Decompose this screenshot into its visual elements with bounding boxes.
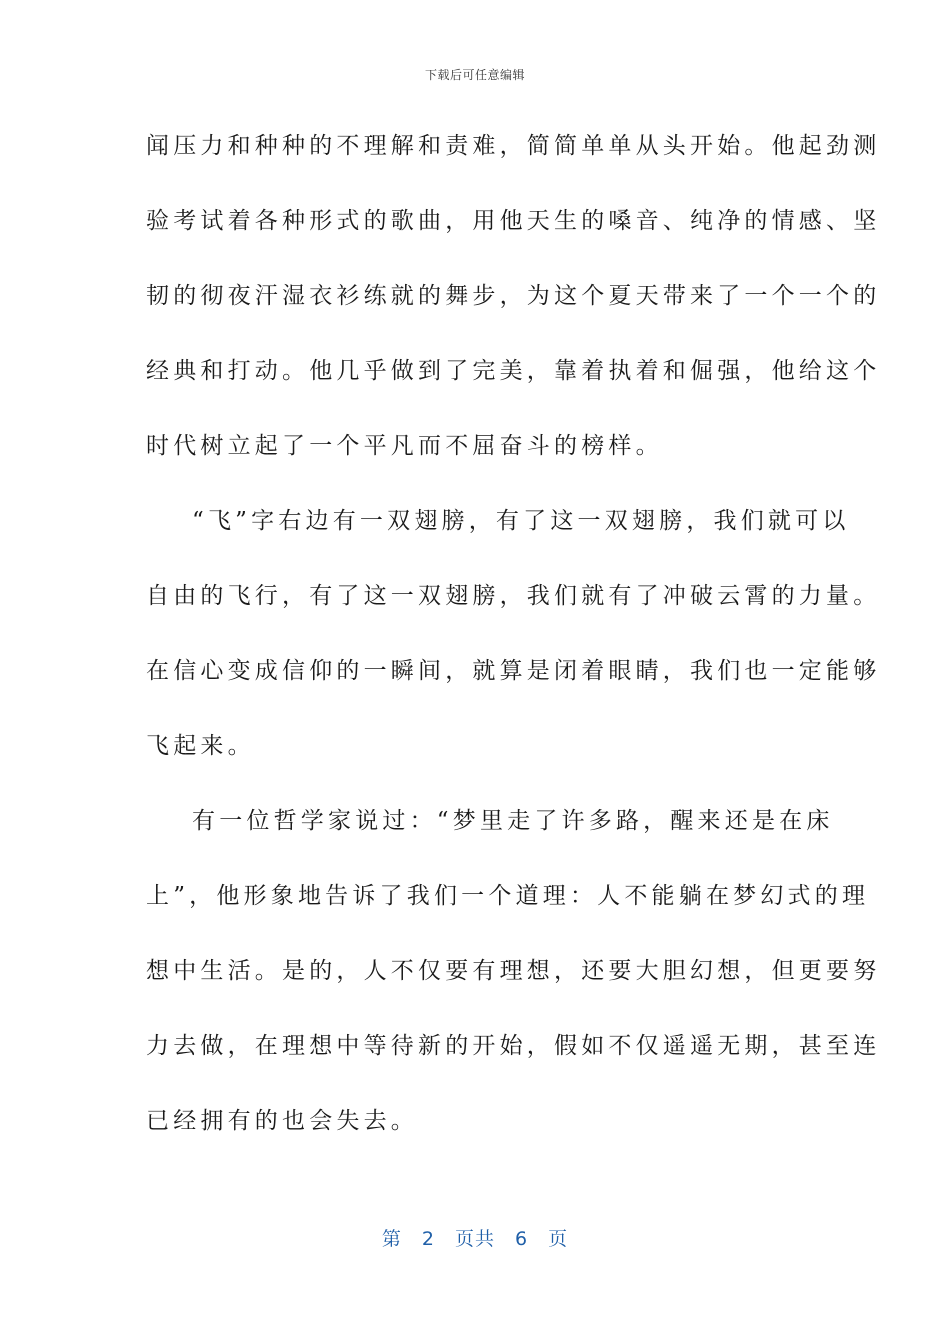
page-suffix: 页 — [548, 1228, 569, 1250]
body-line: 自由的飞行，有了这一双翅膀，我们就有了冲破云霄的力量。 — [146, 583, 881, 609]
body-line: 已经拥有的也会失去。 — [146, 1108, 418, 1134]
paragraph-first-line: 有一位哲学家说过：“梦里走了许多路，醒来还是在床 — [192, 808, 834, 834]
paragraph-first-line: “飞”字右边有一双翅膀，有了这一双翅膀，我们就可以 — [192, 508, 850, 534]
body-line: 上”，他形象地告诉了我们一个道理：人不能躺在梦幻式的理 — [146, 883, 870, 909]
body-line: 时代树立起了一个平凡而不屈奋斗的榜样。 — [146, 433, 663, 459]
body-line: 飞起来。 — [146, 733, 255, 759]
page-number-footer — [0, 1224, 950, 1251]
header-note: 下载后可任意编辑 — [424, 68, 525, 82]
body-line: 经典和打动。他几乎做到了完美，靠着执着和倔强，他给这个 — [146, 358, 881, 384]
body-line: 想中生活。是的，人不仅要有理想，还要大胆幻想，但更要努 — [146, 958, 881, 984]
document-body — [146, 124, 881, 1174]
body-line: 韧的彻夜汗湿衣衫练就的舞步，为这个夏天带来了一个一个的 — [146, 283, 881, 309]
body-line: 在信心变成信仰的一瞬间，就算是闭着眼睛，我们也一定能够 — [146, 658, 881, 684]
page-total: 6 — [515, 1228, 529, 1250]
page-prefix: 第 — [381, 1228, 402, 1250]
body-line: 验考试着各种形式的歌曲，用他天生的嗓音、纯净的情感、坚 — [146, 208, 881, 234]
body-line: 闻压力和种种的不理解和责难，简简单单从头开始。他起劲测 — [146, 133, 881, 159]
body-line: 力去做，在理想中等待新的开始，假如不仅遥遥无期，甚至连 — [146, 1033, 881, 1059]
page-middle: 页共 — [454, 1228, 495, 1250]
page-current: 2 — [421, 1228, 435, 1250]
